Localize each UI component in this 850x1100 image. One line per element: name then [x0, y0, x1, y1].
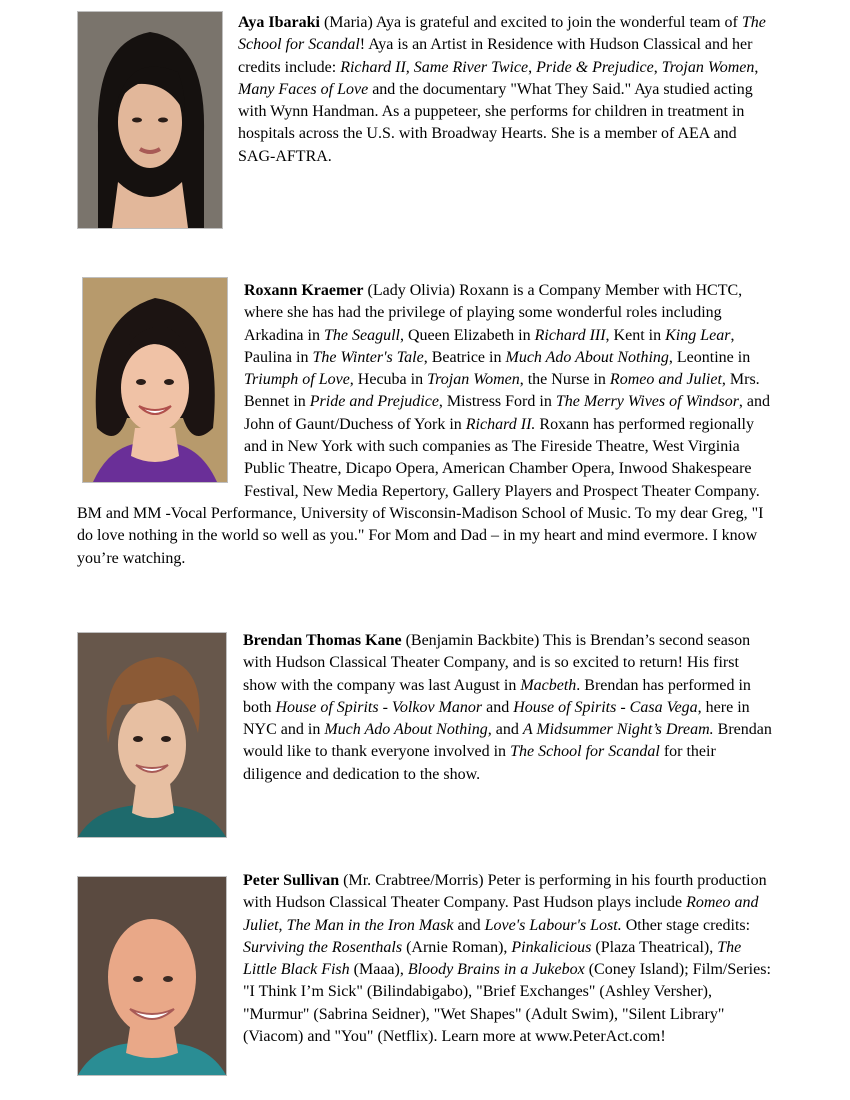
- work-title: Much Ado About Nothing,: [324, 721, 492, 739]
- work-title: Macbeth: [520, 676, 577, 694]
- work-title: The Merry Wives of Windsor: [555, 393, 739, 411]
- work-title: King Lear: [665, 326, 731, 344]
- bio-aya-ibaraki: [238, 12, 766, 168]
- work-title: The School for Scandal: [510, 743, 660, 761]
- work-title: Surviving the Rosenthals: [243, 938, 403, 956]
- work-title: Trojan Women: [427, 371, 520, 389]
- work-title: Love's Labour's Lost.: [484, 916, 622, 934]
- work-title: House of Spirits - Casa Vega: [513, 698, 698, 716]
- bio-text: Brendan would like to thank everyone involved in: [243, 721, 772, 761]
- bio-text: and: [453, 916, 485, 934]
- bio-text: and: [491, 721, 523, 739]
- headshot-peter-sullivan: [77, 876, 227, 1076]
- work-title: Pride and Prejudice: [309, 393, 439, 411]
- bio-text: and: [482, 698, 514, 716]
- bio-brendan-thomas-kane: [243, 630, 773, 786]
- work-title: The Winter's Tale: [312, 348, 424, 366]
- bio-peter-sullivan: [243, 870, 773, 1048]
- bio-text: This is Brendan’s second season with Hudson Classical Theater Company, and is so excited to return! His first show with the company was last August in: [243, 632, 751, 694]
- work-title: Pride & Prejudice: [536, 58, 654, 76]
- bio-text: , and John of Gaunt/Duchess of York in: [244, 393, 771, 433]
- bio-text: ,: [528, 58, 537, 76]
- bio-text: ,: [754, 58, 759, 76]
- bio-text: , Kent in: [605, 326, 666, 344]
- bio-text: , Mrs. Bennet in: [244, 371, 760, 411]
- bio-text: , Leontine in: [668, 348, 751, 366]
- headshot-aya-ibaraki-image: [78, 12, 222, 228]
- work-title: The Seagull: [323, 326, 400, 344]
- bio-text: Aya is grateful and excited to join the wonderful team of: [372, 14, 742, 31]
- work-title: Pinkalicious: [511, 938, 592, 956]
- bio-text: (Maaa),: [349, 961, 408, 979]
- work-title: Richard II.: [465, 415, 536, 433]
- bio-text: for their diligence and dedication to the show.: [243, 743, 716, 783]
- performer-name: Aya Ibaraki: [238, 14, 320, 31]
- work-title: The Man in the Iron Mask: [286, 916, 454, 934]
- bio-text: , Beatrice in: [423, 348, 506, 366]
- work-title: Triumph of Love,: [244, 371, 354, 389]
- bio-text: Roxann is a Company Member with HCTC, where she has had the privilege of playing some wonderful roles including Arkadina in: [244, 282, 743, 344]
- bio-text: , here in NYC and in: [243, 698, 750, 739]
- bio-text: and the documentary "What They Said." Aya studied acting with Wynn Handman. As a puppeteer, she performs for children in treatment in hospitals across the U.S. with Broadway Hearts. She is a member of AEA and SAG-AFTRA.: [238, 80, 753, 165]
- performer-name: Brendan Thomas Kane: [243, 632, 402, 649]
- bio-text: (Arnie Roman),: [402, 938, 512, 956]
- bio-text: , Paulina in: [244, 326, 735, 366]
- work-title: Romeo and Juliet: [609, 371, 722, 389]
- headshot-brendan-thomas-kane: [77, 632, 227, 838]
- bio-text: ,: [278, 916, 287, 934]
- bio-text: , the Nurse in: [519, 371, 610, 389]
- work-title: Many Faces of Love: [238, 80, 369, 98]
- work-title: Romeo and Juliet: [243, 894, 759, 934]
- work-title: A Midsummer Night’s Dream.: [522, 721, 714, 739]
- photo-wrap-spacer: [77, 280, 244, 500]
- work-title: Bloody Brains in a Jukebox: [407, 961, 585, 979]
- work-title: Richard III: [534, 326, 606, 344]
- character-role: (Maria): [323, 14, 373, 31]
- work-title: Richard II, Same River Twice: [340, 58, 529, 76]
- bio-text: . Brendan has performed in both: [243, 676, 751, 716]
- bio-text: Roxann has performed regionally and in New York with such companies as The Fireside Theatre, West Virginia Public Theatre, Dicapo Opera, American Chamber Opera, Inwood Shakespeare Festival, New Media Repertory, Gallery Players and Prospect Theater Company. BM and MM -Vocal Performance, University of Wisconsin-Madison School of Music. To my dear Greg, "I do love nothing in the world so well as you." For Mom and Dad – in my heart and mind evermore. I know you’re watching.: [77, 415, 764, 567]
- headshot-brendan-thomas-kane-image: [78, 633, 226, 837]
- performer-name: Peter Sullivan: [243, 872, 340, 889]
- work-title: Trojan Women: [661, 58, 755, 76]
- bio-text: (Plaza Theatrical),: [591, 938, 718, 956]
- bio-text: Peter is performing in his fourth production with Hudson Classical Theater Company. Past Hudson plays include: [243, 872, 767, 912]
- bio-text: Other stage credits:: [621, 916, 751, 934]
- bio-text: , Queen Elizabeth in: [399, 326, 535, 344]
- bio-text: Hecuba in: [353, 371, 428, 389]
- work-title: The School for Scandal: [238, 14, 766, 54]
- character-role: (Lady Olivia): [367, 282, 456, 299]
- character-role: (Mr. Crabtree/Morris): [343, 872, 484, 889]
- headshot-peter-sullivan-image: [78, 877, 226, 1075]
- headshot-aya-ibaraki: [77, 11, 223, 229]
- work-title: Much Ado About Nothing: [505, 348, 669, 366]
- work-title: The Little Black Fish: [243, 938, 742, 979]
- work-title: House of Spirits - Volkov Manor: [275, 698, 483, 716]
- bio-roxann-kraemer: [77, 280, 777, 570]
- bio-text: , Mistress Ford in: [438, 393, 556, 411]
- bio-text: ! Aya is an Artist in Residence with Hudson Classical and her credits include:: [238, 36, 753, 76]
- bio-text: (Coney Island); Film/Series: "I Think I’m Sick" (Bilindabigabo), "Brief Exchanges" (Ashley Versher), "Murmur" (Sabrina Seidner), "Wet Shapes" (Adult Swim), "Silent Library" (Viacom) and "You" (Netflix). Learn more at www.PeterAct.com!: [243, 961, 771, 1046]
- bio-text: ,: [653, 58, 662, 76]
- performer-name: Roxann Kraemer: [244, 282, 364, 299]
- character-role: (Benjamin Backbite): [405, 632, 540, 649]
